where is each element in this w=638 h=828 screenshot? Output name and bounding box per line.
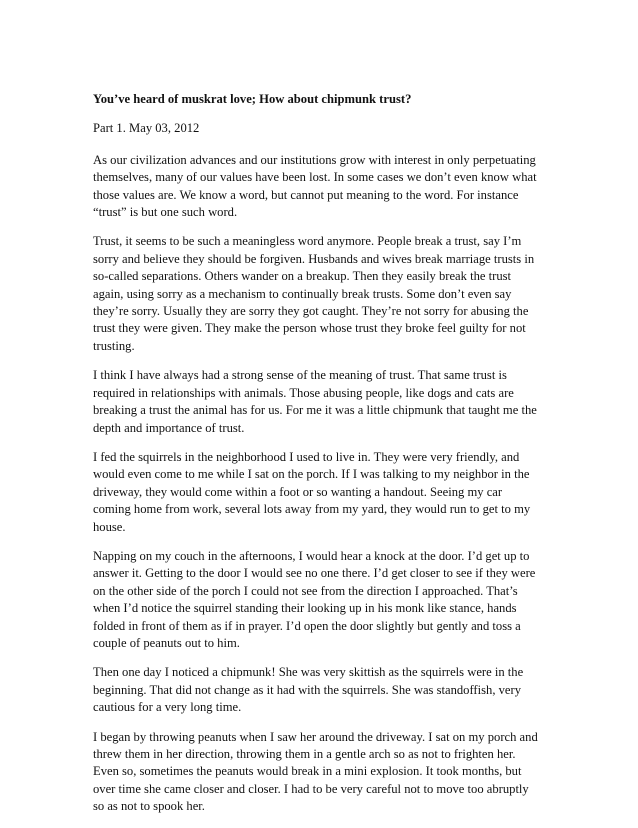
paragraph-line: so as not to spook her. [93, 799, 205, 814]
paragraph-line: answer it. Getting to the door I would see no one there. I’d get closer to see if they were [93, 566, 536, 581]
paragraph-line: themselves, many of our values have been lost. In some cases we don’t even know what [93, 170, 537, 185]
paragraph [93, 449, 555, 536]
paragraph-line: Even so, sometimes the peanuts would break in a mini explosion. It took months, but [93, 764, 522, 779]
paragraph-line: again, using sorry as a mechanism to continually break trusts. Some don’t even say [93, 286, 512, 301]
paragraph [93, 233, 555, 355]
paragraph [93, 152, 555, 222]
paragraph-line: I fed the squirrels in the neighborhood I used to live in. They were very friendly, and [93, 449, 520, 464]
paragraph-line: breaking a trust the animal has for us. For me it was a little chipmunk that taught me the [93, 403, 537, 418]
paragraph-line: house. [93, 519, 126, 534]
paragraph-line: driveway, they would come within a foot or so wanting a handout. Seeing my car [93, 484, 503, 499]
document-page [93, 91, 555, 828]
paragraph-line: “trust” is but one such word. [93, 205, 238, 220]
paragraph-line: trust they were given. They make the person whose trust they broke feel guilty for not [93, 321, 526, 336]
paragraph [93, 548, 555, 652]
paragraph-line: threw them in her direction, throwing them in a gentle arch so as not to frighten her. [93, 747, 516, 761]
paragraph-line: would even come to me while I sat on the porch. If I was talking to my neighbor in the [93, 467, 530, 482]
document-body [93, 152, 555, 816]
paragraph [93, 367, 555, 437]
paragraph-line: sorry and believe they should be forgiven. Husbands and wives break marriage trusts in [93, 251, 535, 266]
paragraph-line: required in relationships with animals. Those abusing people, like dogs and cats are [93, 385, 514, 400]
paragraph-line: Trust, it seems to be such a meaningless word anymore. People break a trust, say I’m [93, 234, 522, 249]
paragraph [93, 664, 555, 716]
paragraph-line: coming home from work, several lots away from my yard, they would run to get to my [93, 502, 531, 517]
paragraph-line: trusting. [93, 338, 135, 353]
paragraph-line: so-called separations. Others wander on a breakup. Then they easily break the trust [93, 269, 512, 284]
paragraph-line: I began by throwing peanuts when I saw her around the driveway. I sat on my porch and [93, 729, 538, 744]
paragraph-line: Then one day I noticed a chipmunk! She was very skittish as the squirrels were in the [93, 665, 524, 680]
paragraph-line: As our civilization advances and our institutions grow with interest in only perpetuating [93, 152, 536, 167]
paragraph-line: Napping on my couch in the afternoons, I would hear a knock at the door. I’d get up to [93, 548, 530, 563]
paragraph-line: on the other side of the porch I could not see from the direction I approached. That’s [93, 583, 518, 598]
paragraph-line: cautious for a very long time. [93, 700, 242, 715]
paragraph-line: folded in front of them as if in prayer. I’d open the door slightly but gently and toss a [93, 618, 521, 633]
part-date-line: Part 1. May 03, 2012 [93, 121, 200, 136]
document-title: You’ve heard of muskrat love; How about chipmunk trust? [93, 92, 412, 106]
paragraph [93, 729, 555, 816]
paragraph-line: over time she came closer and closer. I had to be very careful not to move too abruptly [93, 781, 529, 796]
paragraph-line: when I’d notice the squirrel standing their looking up in his monk like stance, hands [93, 601, 517, 616]
paragraph-line: I think I have always had a strong sense of the meaning of trust. That same trust is [93, 368, 507, 383]
paragraph-line: those values are. We know a word, but cannot put meaning to the word. For instance [93, 187, 519, 202]
paragraph-line: beginning. That did not change as it had with the squirrels. She was standoffish, very [93, 682, 521, 697]
paragraph-line: couple of peanuts out to him. [93, 635, 240, 650]
paragraph-line: depth and importance of trust. [93, 420, 245, 435]
paragraph-line: they’re sorry. Usually they are sorry they got caught. They’re not sorry for abusing the [93, 304, 529, 319]
